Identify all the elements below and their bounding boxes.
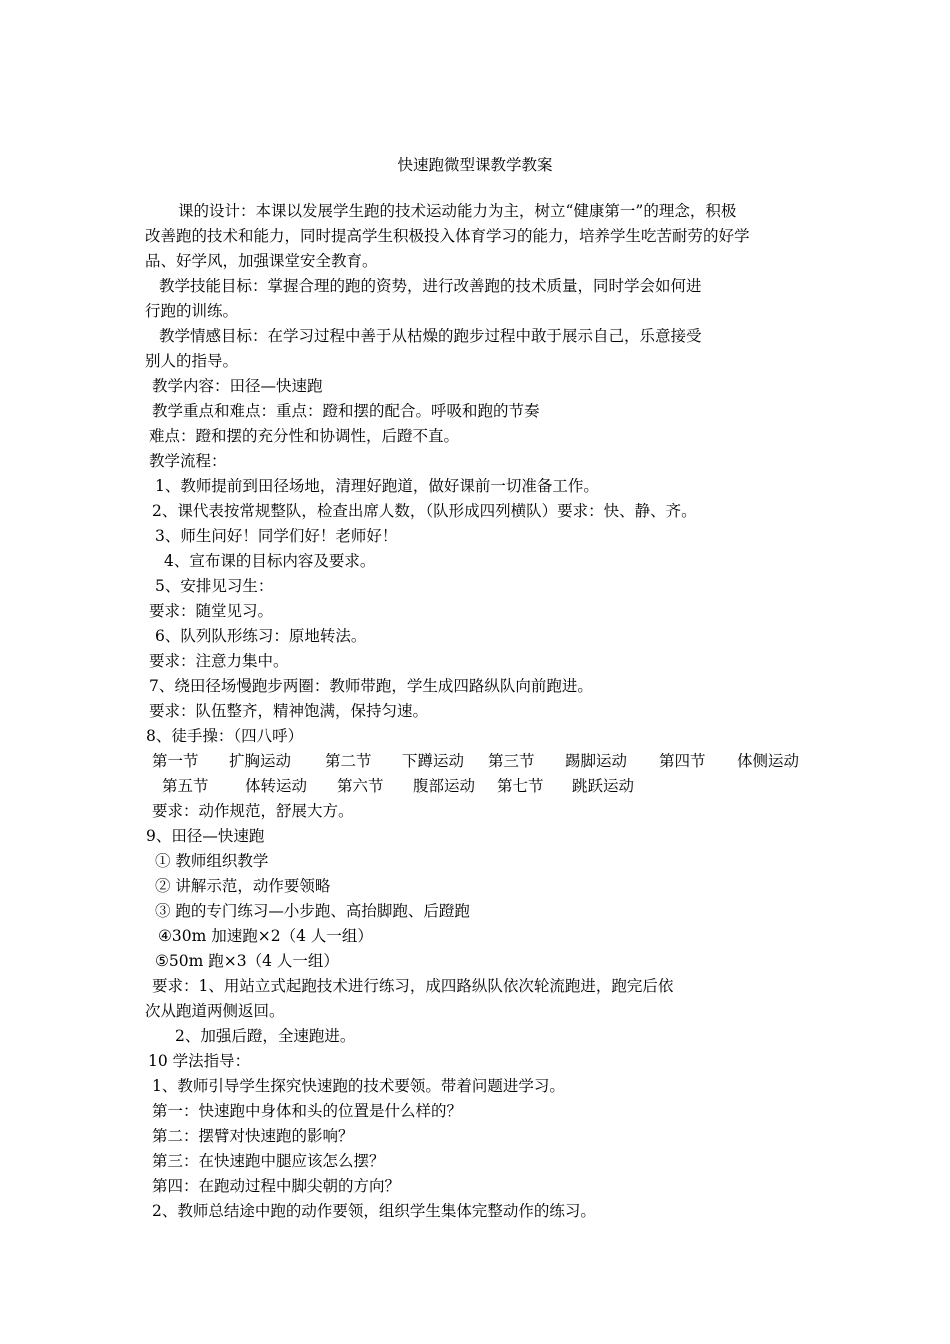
text-line: 要求：注意力集中。 xyxy=(149,652,289,670)
exercise-cell: 跳跃运动 xyxy=(572,777,635,795)
exercise-cell: 扩胸运动 xyxy=(229,752,292,770)
text-line: 要求：动作规范，舒展大方。 xyxy=(152,802,354,820)
exercise-cell: 第六节 xyxy=(337,777,384,795)
text-line: 第三：在快速跑中腿应该怎么摆？ xyxy=(152,1152,385,1170)
exercise-row-2 xyxy=(0,776,950,796)
exercise-cell: 踢脚运动 xyxy=(565,752,628,770)
text-line: 行跑的训练。 xyxy=(145,302,239,320)
exercise-cell: 体侧运动 xyxy=(737,752,800,770)
text-line: 要求：1、用站立式起跑技术进行练习，成四路纵队依次轮流跑进，跑完后依 xyxy=(152,977,674,995)
exercise-cell: 第三节 xyxy=(488,752,535,770)
text-line: 1、教师提前到田径场地，清理好跑道，做好课前一切准备工作。 xyxy=(155,477,599,495)
text-line: 6、队列队形练习：原地转法。 xyxy=(155,627,367,645)
text-line: 教学情感目标：在学习过程中善于从枯燥的跑步过程中敢于展示自己，乐意接受 xyxy=(159,327,702,345)
text-line: 7、绕田径场慢跑步两圈：教师带跑，学生成四路纵队向前跑进。 xyxy=(149,677,593,695)
text-line: 2、课代表按常规整队，检查出席人数，（队形成四列横队）要求：快、静、齐。 xyxy=(152,502,697,520)
text-line: 教学内容：田径—快速跑 xyxy=(152,377,323,395)
text-line: 教学技能目标：掌握合理的跑的资势，进行改善跑的技术质量，同时学会如何进 xyxy=(159,277,702,295)
exercise-cell: 体转运动 xyxy=(245,777,308,795)
text-line: 次从跑道两侧返回。 xyxy=(145,1002,285,1020)
text-line: 3、师生问好！同学们好！老师好！ xyxy=(155,527,398,545)
text-line: 要求：队伍整齐，精神饱满，保持匀速。 xyxy=(149,702,429,720)
exercise-cell: 第四节 xyxy=(659,752,706,770)
exercise-cell: 腹部运动 xyxy=(413,777,476,795)
text-line: 9、田径—快速跑 xyxy=(146,827,265,845)
text-line: 品、好学风，加强课堂安全教育。 xyxy=(145,252,378,270)
exercise-row-1 xyxy=(0,751,950,771)
text-line: 改善跑的技术和能力，同时提高学生积极投入体育学习的能力，培养学生吃苦耐劳的好学 xyxy=(145,227,750,245)
text-line: 2、加强后蹬，全速跑进。 xyxy=(175,1027,356,1045)
text-line: 别人的指导。 xyxy=(145,352,239,370)
text-line: 第一：快速跑中身体和头的位置是什么样的？ xyxy=(152,1102,463,1120)
exercise-cell: 第一节 xyxy=(152,752,199,770)
text-line: 要求：随堂见习。 xyxy=(149,602,274,620)
text-line: 2、教师总结途中跑的动作要领，组织学生集体完整动作的练习。 xyxy=(152,1202,596,1220)
document-title: 快速跑微型课教学教案 xyxy=(397,156,553,174)
text-line: ④30m 加速跑×2（4 人一组） xyxy=(158,927,373,945)
text-line: ⑤50m 跑×3（4 人一组） xyxy=(155,952,339,970)
exercise-cell: 第七节 xyxy=(497,777,544,795)
text-line: 课的设计：本课以发展学生跑的技术运动能力为主，树立“健康第一”的理念，积极 xyxy=(178,202,737,220)
text-line: 教学流程： xyxy=(149,452,227,470)
text-line: ③ 跑的专门练习—小步跑、高抬脚跑、后蹬跑 xyxy=(155,902,470,920)
text-line: 难点：蹬和摆的充分性和协调性，后蹬不直。 xyxy=(149,427,460,445)
text-line: 第四：在跑动过程中脚尖朝的方向？ xyxy=(152,1177,401,1195)
text-line: 1、教师引导学生探究快速跑的技术要领。带着问题进学习。 xyxy=(152,1077,565,1095)
text-line: ① 教师组织教学 xyxy=(155,852,269,870)
exercise-cell: 第二节 xyxy=(325,752,372,770)
text-line: 教学重点和难点：重点：蹬和摆的配合。呼吸和跑的节奏 xyxy=(152,402,540,420)
text-line: 第二：摆臂对快速跑的影响？ xyxy=(152,1127,354,1145)
text-line: 8、徒手操：（四八呼） xyxy=(146,727,304,745)
text-line: ② 讲解示范，动作要领略 xyxy=(155,877,331,895)
text-line: 10 学法指导： xyxy=(148,1052,251,1070)
text-line: 5、安排见习生： xyxy=(155,577,274,595)
text-line: 4、宣布课的目标内容及要求。 xyxy=(164,552,376,570)
exercise-cell: 下蹲运动 xyxy=(402,752,465,770)
exercise-cell: 第五节 xyxy=(162,777,209,795)
